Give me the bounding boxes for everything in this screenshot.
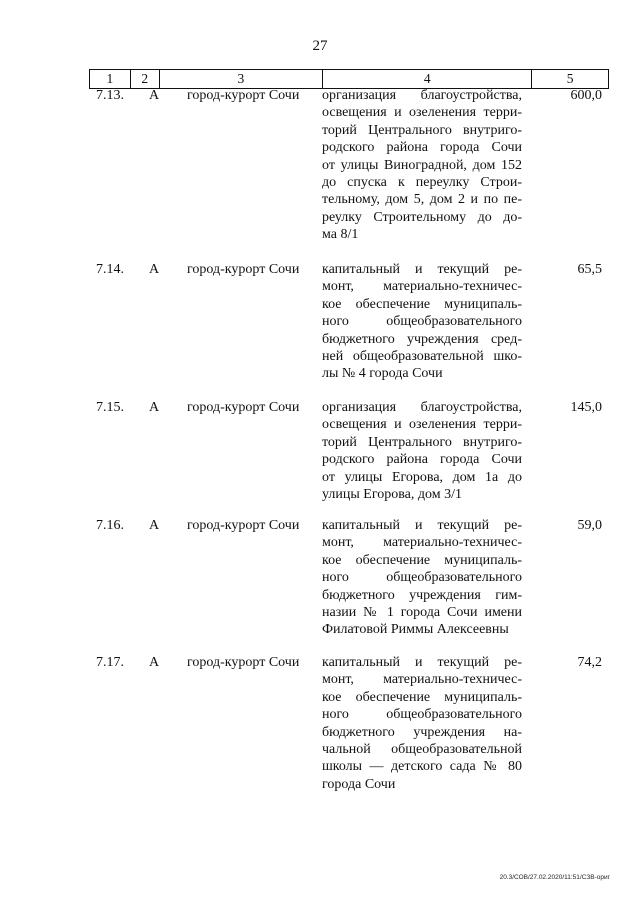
header-col-1: 1 [90, 70, 131, 88]
description-line: города Сочи [322, 776, 396, 792]
page-number: 27 [312, 38, 328, 54]
row-amount: 600,0 [570, 88, 602, 103]
description-line: Филатовой Риммы Алексеевны [322, 622, 509, 638]
description-line: освещения и озеленения терри- [322, 417, 522, 433]
description-line: назии № 1 города Сочи имени [322, 604, 522, 620]
description-line: торий Центрального внутриго- [322, 122, 522, 138]
row-category: А [149, 88, 160, 103]
document-footer-code: 20.3/СОВ/27.02.2020/11:51/СЗВ-ориг [499, 874, 610, 881]
row-municipality: город-курорт Сочи [187, 262, 300, 277]
description-line: торий Центрального внутриго- [322, 434, 522, 450]
row-municipality: город-курорт Сочи [187, 88, 300, 103]
description-line: бюджетного учреждения на- [322, 724, 522, 740]
description-line: капитальный и текущий ре- [322, 518, 522, 533]
table-row [0, 261, 640, 399]
description-line: кое обеспечение муниципаль- [322, 552, 522, 568]
row-category: А [149, 400, 160, 415]
row-amount: 74,2 [577, 655, 602, 670]
header-col-4: 4 [323, 70, 532, 88]
description-line: ней общеобразовательной шко- [322, 348, 522, 364]
description-line: родского района города Сочи [322, 452, 522, 468]
description-line: до спуска к переулку Строи- [322, 174, 522, 190]
row-municipality: город-курорт Сочи [187, 400, 300, 415]
header-col-3: 3 [160, 70, 323, 88]
description-line: ного общеобразовательного [322, 570, 522, 586]
description-line: тельному, дом 5, дом 2 и по пе- [322, 192, 522, 208]
description-line: монт, материально-техничес- [322, 279, 522, 295]
row-number: 7.13. [96, 88, 124, 103]
row-description [322, 517, 522, 639]
description-line: родского района города Сочи [322, 140, 522, 156]
row-municipality: город-курорт Сочи [187, 518, 300, 533]
table-row [0, 399, 640, 517]
header-col-2: 2 [131, 70, 160, 88]
row-amount: 65,5 [577, 262, 602, 277]
description-line: кое обеспечение муниципаль- [322, 689, 522, 705]
row-description [322, 399, 522, 503]
description-line: реулку Строительному до до- [322, 209, 522, 225]
description-line: монт, материально-техничес- [322, 672, 522, 688]
description-line: капитальный и текущий ре- [322, 262, 522, 277]
row-amount: 59,0 [577, 518, 602, 533]
description-line: чальной общеобразовательной [322, 741, 522, 757]
row-description [322, 261, 522, 383]
description-line: кое обеспечение муниципаль- [322, 296, 522, 312]
row-number: 7.16. [96, 518, 124, 533]
row-amount: 145,0 [570, 400, 602, 415]
description-line: от улицы Виноградной, дом 152 [322, 157, 522, 173]
description-line: бюджетного учреждения сред- [322, 331, 522, 347]
description-line: ма 8/1 [322, 227, 359, 243]
description-line: организация благоустройства, [322, 88, 522, 103]
row-category: А [149, 518, 160, 533]
description-line: ного общеобразовательного [322, 707, 522, 723]
description-line: организация благоустройства, [322, 400, 522, 415]
row-number: 7.17. [96, 655, 124, 670]
table-body [0, 87, 640, 804]
header-col-5: 5 [566, 71, 574, 86]
description-line: ного общеобразовательного [322, 314, 522, 330]
row-number: 7.14. [96, 262, 124, 277]
description-line: капитальный и текущий ре- [322, 655, 522, 670]
description-line: улицы Егорова, дом 3/1 [322, 486, 462, 502]
row-category: А [149, 655, 160, 670]
description-line: лы № 4 города Сочи [322, 366, 443, 382]
table-row [0, 517, 640, 654]
table-row [0, 87, 640, 261]
row-description [322, 87, 522, 244]
description-line: школы — детского сада № 80 [322, 759, 522, 775]
row-municipality: город-курорт Сочи [187, 655, 300, 670]
table-header [89, 69, 609, 89]
description-line: монт, материально-техничес- [322, 535, 522, 551]
description-line: бюджетного учреждения гим- [322, 587, 522, 603]
table-row [0, 654, 640, 804]
description-line: от улицы Егорова, дом 1а до [322, 469, 522, 485]
description-line: освещения и озеленения терри- [322, 105, 522, 121]
row-category: А [149, 262, 160, 277]
row-number: 7.15. [96, 400, 124, 415]
row-description [322, 654, 522, 793]
